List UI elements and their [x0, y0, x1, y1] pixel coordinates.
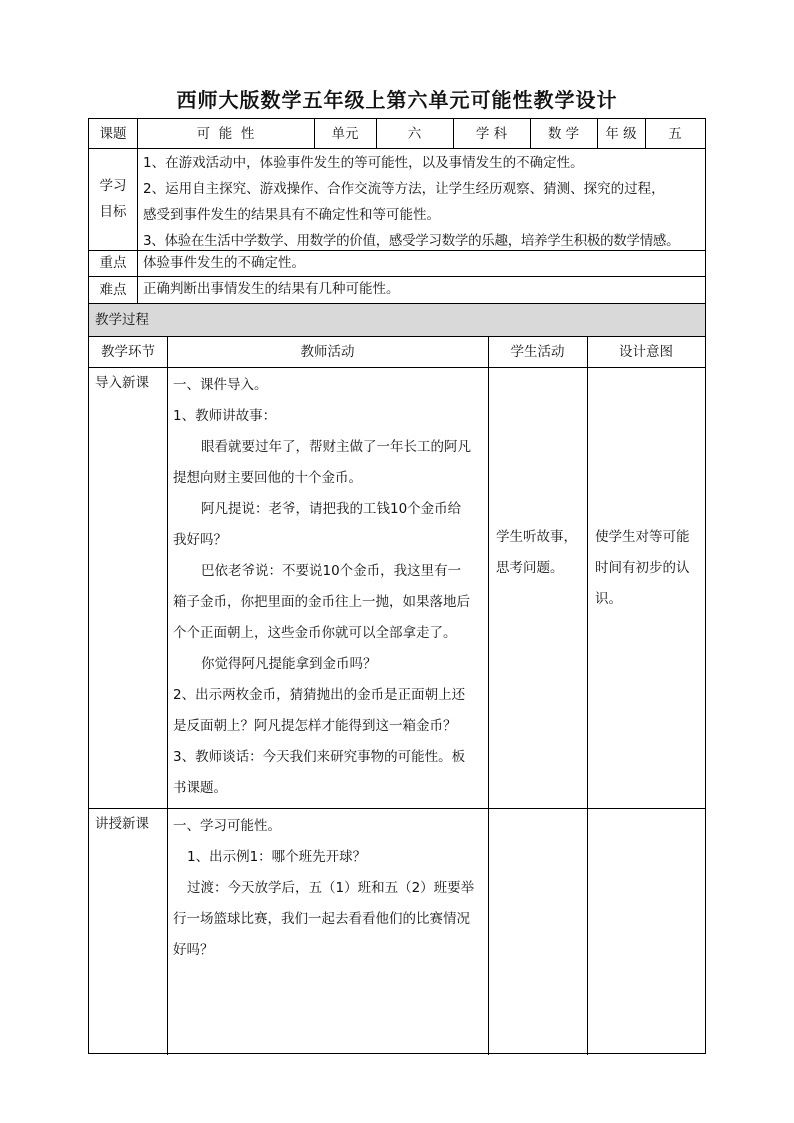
- teacher-line: 一、课件导入。: [173, 377, 268, 393]
- student-activity-cell: [488, 367, 587, 584]
- key-point-label: 重点: [99, 255, 127, 271]
- col-header-intent: 设计意图: [619, 343, 673, 360]
- col-header-teacher: 教师活动: [300, 343, 355, 360]
- difficulty-label: 难点: [99, 281, 127, 298]
- col-header-stage: 教学环节: [101, 343, 155, 360]
- teacher-line: 1、出示例1：哪个班先开球？: [187, 849, 367, 865]
- teacher-line: 书课题。: [173, 780, 227, 796]
- teacher-line: 我好吗？: [173, 532, 227, 548]
- teacher-line: 提想向财主要回他的十个金币。: [173, 470, 362, 486]
- teacher-line: 一、学习可能性。: [173, 818, 281, 834]
- difficulty-value: 正确判断出事情发生的结果有几种可能性。: [143, 281, 400, 297]
- goal-line: 3、体验在生活中学数学、用数学的价值，感受学习数学的乐趣，培养学生积极的数学情感。: [143, 233, 680, 249]
- teacher-activity-cell: [173, 370, 485, 806]
- student-line: 思考问题。: [496, 560, 564, 576]
- stage-cell: 导入新课: [95, 375, 149, 391]
- goals-content: [137, 148, 705, 250]
- unit-value: 六: [407, 125, 422, 142]
- teacher-line: 你觉得阿凡提能拿到金币吗？: [201, 656, 377, 672]
- grade-value: 五: [668, 125, 682, 142]
- intent-line: 使学生对等可能: [595, 529, 690, 545]
- goals-label: 学习目标: [99, 178, 127, 220]
- grade-label: 年 级: [605, 125, 637, 142]
- teacher-line: 过渡：今天放学后，五（1）班和五（2）班要举: [187, 880, 475, 896]
- subject-value: 数 学: [547, 125, 580, 142]
- design-intent-cell: [587, 367, 705, 615]
- teacher-line: 行一场篮球比赛，我们一起去看看他们的比赛情况: [173, 911, 470, 927]
- col-divider: [167, 336, 168, 1055]
- topic-value: 可 能 性: [196, 125, 255, 142]
- teacher-line: 好吗？: [173, 942, 214, 958]
- topic-label: 课题: [99, 125, 127, 142]
- teacher-line: 是反面朝上？阿凡提怎样才能得到这一箱金币？: [173, 718, 457, 734]
- col-header-student: 学生活动: [510, 343, 565, 360]
- goal-line: 感受到事件发生的结果具有不确定性和等可能性。: [143, 207, 440, 223]
- teacher-line: 阿凡提说：老爷，请把我的工钱10个金币给: [201, 501, 462, 517]
- unit-label: 单元: [331, 125, 359, 142]
- teacher-activity-cell: [173, 811, 485, 1051]
- lesson-plan-table: [88, 118, 706, 1054]
- teacher-line: 3、教师谈话：今天我们来研究事物的可能性。板: [173, 749, 466, 765]
- document-title: 西师大版数学五年级上第六单元可能性教学设计: [176, 88, 618, 112]
- teacher-line: 1、教师讲故事：: [173, 408, 277, 424]
- teacher-line: 个个正面朝上，这些金币你就可以全部拿走了。: [173, 625, 457, 641]
- goal-line: 1、在游戏活动中，体验事件发生的等可能性，以及事情发生的不确定性。: [143, 155, 584, 171]
- subject-label: 学 科: [475, 125, 508, 142]
- student-line: 学生听故事，: [496, 529, 577, 545]
- key-point-value: 体验事件发生的不确定性。: [143, 255, 305, 271]
- teacher-line: 巴依老爷说：不要说10个金币，我这里有一: [201, 563, 462, 579]
- intent-line: 时间有初步的认: [595, 560, 690, 576]
- teacher-line: 2、出示两枚金币，猜猜抛出的金币是正面朝上还: [173, 687, 466, 703]
- teacher-line: 箱子金币，你把里面的金币往上一抛，如果落地后: [173, 594, 470, 610]
- teacher-line: 眼看就要过年了，帮财主做了一年长工的阿凡: [201, 439, 471, 455]
- row-divider: [89, 808, 705, 809]
- goal-line: 2、运用自主探究、游戏操作、合作交流等方法，让学生经历观察、猜测、探究的过程，: [143, 181, 665, 197]
- stage-cell: 讲授新课: [95, 816, 149, 832]
- process-section-header: 教学过程: [89, 304, 705, 336]
- intent-line: 识。: [595, 591, 622, 607]
